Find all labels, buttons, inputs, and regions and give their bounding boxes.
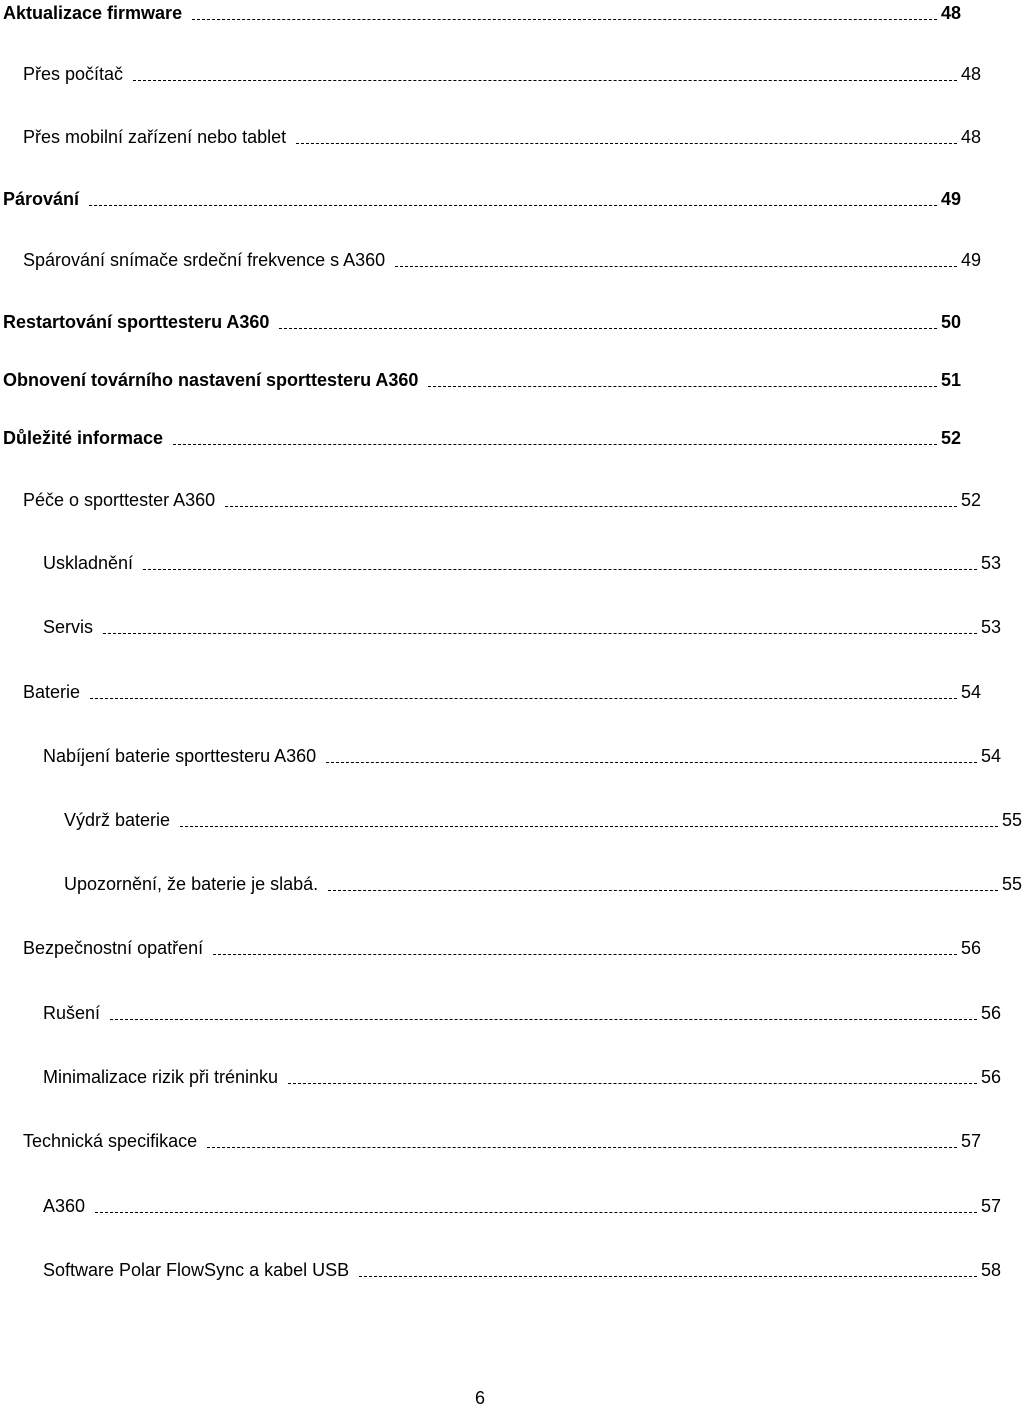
toc-entry-page: 58: [980, 1260, 1001, 1280]
toc-dot-leader: [95, 1212, 977, 1213]
toc-entry-page: 52: [940, 428, 961, 448]
toc-dot-leader: [395, 266, 957, 267]
toc-entry[interactable]: [0, 550, 1001, 574]
toc-dot-leader: [133, 80, 957, 81]
toc-entry[interactable]: [0, 124, 981, 148]
toc-dot-leader: [192, 19, 937, 20]
toc-entry-title: Bezpečnostní opatření: [23, 938, 204, 958]
toc-entry[interactable]: [0, 247, 981, 271]
toc-entry-page: 57: [960, 1131, 981, 1151]
toc-entry-title: Minimalizace rizik při tréninku: [43, 1067, 279, 1087]
toc-entry-title: Nabíjení baterie sporttesteru A360: [43, 746, 317, 766]
toc-dot-leader: [225, 506, 957, 507]
toc-entry-page: 54: [980, 746, 1001, 766]
toc-entry-page: 50: [940, 312, 961, 332]
toc-entry-page: 52: [960, 490, 981, 510]
toc-entry-page: 49: [960, 250, 981, 270]
toc-entry[interactable]: [0, 61, 981, 85]
toc-entry[interactable]: [0, 935, 981, 959]
toc-dot-leader: [326, 762, 977, 763]
toc-entry-page: 56: [960, 938, 981, 958]
toc-entry[interactable]: [0, 367, 961, 391]
toc-entry-page: 56: [980, 1003, 1001, 1023]
toc-entry-title: A360: [43, 1196, 86, 1216]
toc-entry-title: Software Polar FlowSync a kabel USB: [43, 1260, 350, 1280]
toc-entry[interactable]: [0, 0, 961, 24]
toc-dot-leader: [328, 890, 998, 891]
toc-dot-leader: [359, 1276, 977, 1277]
toc-entry-title: Rušení: [43, 1003, 101, 1023]
toc-entry[interactable]: [0, 871, 1022, 895]
toc-entry[interactable]: [0, 679, 981, 703]
toc-entry-title: Aktualizace firmware: [3, 3, 183, 23]
toc-dot-leader: [143, 569, 977, 570]
toc-entry-title: Výdrž baterie: [64, 810, 171, 830]
toc-entry-page: 55: [1001, 874, 1022, 894]
toc-entry-title: Baterie: [23, 682, 81, 702]
toc-entry[interactable]: [0, 1000, 1001, 1024]
toc-entry-title: Spárování snímače srdeční frekvence s A360: [23, 250, 386, 270]
toc-entry[interactable]: [0, 186, 961, 210]
toc-entry[interactable]: [0, 743, 1001, 767]
toc-entry-page: 54: [960, 682, 981, 702]
toc-dot-leader: [207, 1147, 957, 1148]
toc-entry-title: Technická specifikace: [23, 1131, 198, 1151]
toc-entry-page: 56: [980, 1067, 1001, 1087]
toc-entry-page: 48: [960, 127, 981, 147]
page-number: 6: [474, 1388, 485, 1408]
toc-entry[interactable]: [0, 1064, 1001, 1088]
toc-entry-page: 55: [1001, 810, 1022, 830]
toc-entry-page: 53: [980, 617, 1001, 637]
toc-dot-leader: [90, 698, 957, 699]
toc-entry[interactable]: [0, 487, 981, 511]
toc-dot-leader: [428, 386, 937, 387]
toc-entry[interactable]: [0, 1128, 981, 1152]
toc-entry[interactable]: [0, 309, 961, 333]
toc-entry-page: 57: [980, 1196, 1001, 1216]
toc-dot-leader: [89, 205, 937, 206]
toc-entry-title: Přes počítač: [23, 64, 124, 84]
toc-dot-leader: [213, 954, 957, 955]
toc-entry[interactable]: [0, 807, 1022, 831]
toc-entry-title: Restartování sporttesteru A360: [3, 312, 270, 332]
toc-entry-page: 53: [980, 553, 1001, 573]
toc-entry-title: Servis: [43, 617, 94, 637]
toc-dot-leader: [288, 1083, 977, 1084]
toc-entry[interactable]: [0, 1257, 1001, 1281]
toc-dot-leader: [279, 328, 937, 329]
toc-dot-leader: [110, 1019, 977, 1020]
toc-entry-page: 48: [940, 3, 961, 23]
toc-entry-title: Uskladnění: [43, 553, 134, 573]
toc-entry[interactable]: [0, 1193, 1001, 1217]
toc-entry-title: Párování: [3, 189, 80, 209]
toc-entry-title: Přes mobilní zařízení nebo tablet: [23, 127, 287, 147]
toc-dot-leader: [173, 444, 937, 445]
toc-dot-leader: [180, 826, 998, 827]
toc-entry-title: Obnovení továrního nastavení sporttesteru A360: [3, 370, 419, 390]
toc-dot-leader: [296, 143, 957, 144]
toc-entry-page: 48: [960, 64, 981, 84]
toc-entry-title: Důležité informace: [3, 428, 164, 448]
toc-dot-leader: [103, 633, 977, 634]
toc-entry-page: 51: [940, 370, 961, 390]
toc-entry-title: Upozornění, že baterie je slabá.: [64, 874, 319, 894]
toc-entry-title: Péče o sporttester A360: [23, 490, 216, 510]
toc-entry[interactable]: [0, 614, 1001, 638]
toc-entry[interactable]: [0, 425, 961, 449]
toc-entry-page: 49: [940, 189, 961, 209]
